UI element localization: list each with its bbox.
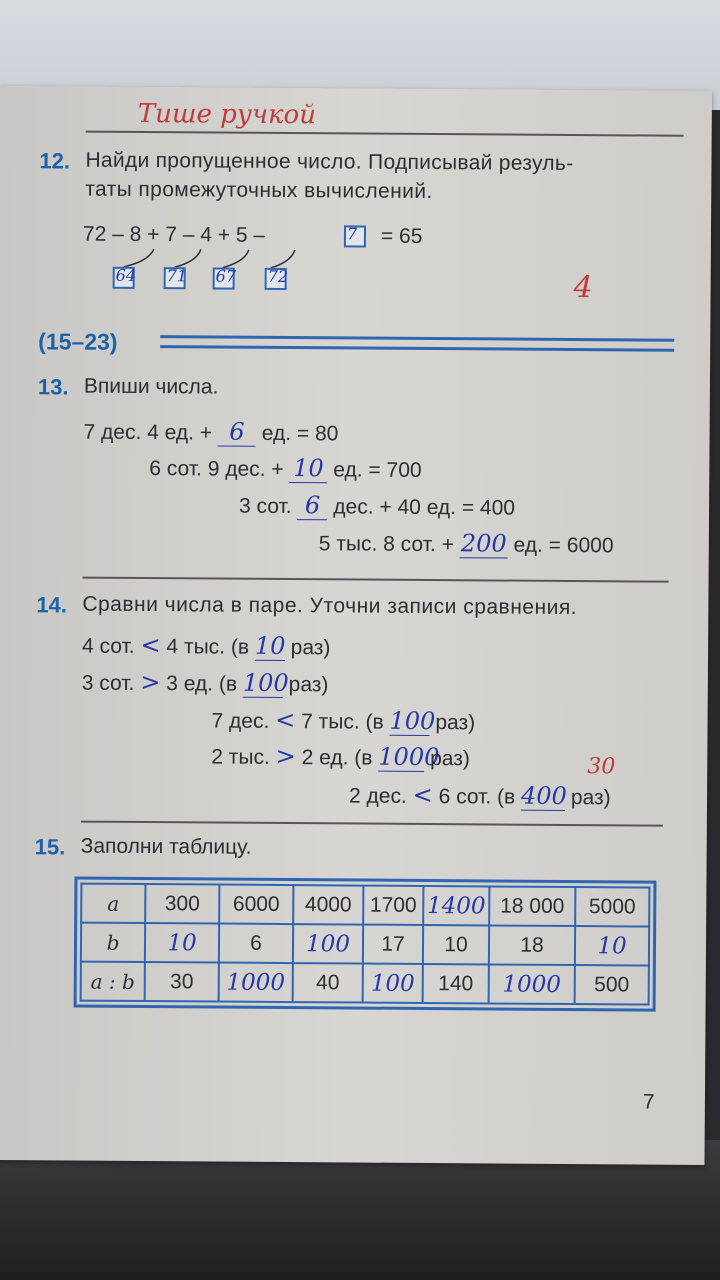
ex13-divider [83,577,669,583]
ex14-row-1-c: раз) [290,636,331,660]
ex15-title: Заполни таблицу. [80,834,252,859]
ex14-row-5-sign[interactable]: < [412,780,433,810]
section-rule-bottom [160,345,674,352]
ex12-step-2: 71 [166,266,188,286]
page-number: 7 [642,1090,655,1114]
ex14-title: Сравни числа в паре. Уточни записи сравнения. [82,592,578,620]
table-cell-answer[interactable]: 10 [145,923,219,963]
table-row [81,923,649,966]
ex12-answer: 7 [346,224,358,244]
ex14-row-1-b: 4 тыс. (в [166,635,250,659]
ex14-row-1-answer[interactable]: 10 [254,631,286,661]
ex14-row-2-answer[interactable]: 100 [242,668,289,698]
ex12-step-3: 67 [215,266,237,286]
table-cell: 40 [293,963,363,1002]
table-cell-answer[interactable]: 1000 [489,964,575,1004]
table-cell: 500 [575,965,649,1005]
ex14-row-2 [82,668,329,699]
table-cell: 10 [423,925,489,964]
ex14-row-3-a: 7 дес. [211,709,270,733]
ex13-row-2-answer[interactable]: 10 [289,454,327,483]
table-cell: 18 000 [489,886,575,926]
ex12-step-box-4[interactable] [265,268,287,290]
header-rule [86,131,684,137]
ex14-row-5-c: раз) [570,786,611,810]
row-a-label: a [81,884,145,923]
ex12-grade: 4 [573,270,593,306]
section-rule-top [160,335,674,342]
ex13-row-2-right: ед. = 700 [333,458,422,482]
ex14-row-4-b: 2 ед. (в [301,746,373,770]
ex12-expression-left: 72 – 8 + 7 – 4 + 5 – [82,222,266,247]
ex14-row-2-c: раз) [288,673,329,697]
ex13-row-3-right: дес. + 40 ед. = 400 [333,495,516,520]
ex13-row-2-left: 6 сот. 9 дес. + [149,457,284,481]
workbook-page [0,86,712,1165]
ex14-divider [81,821,663,827]
table-cell: 4000 [293,885,363,924]
ex13-row-4-right: ед. = 6000 [513,533,614,558]
ex12-text-line1: Найди пропущенное число. Подписывай резуль- [85,148,574,176]
table-cell: 6 [219,924,293,964]
ex14-row-3-answer[interactable]: 100 [389,706,436,736]
ex14-row-4 [211,741,470,772]
table-cell: 18 [489,925,575,965]
ex14-row-5-b: 6 сот. (в [438,785,516,809]
ex12-step-1: 64 [115,265,137,285]
table-cell: 6000 [219,885,293,925]
ex14-row-2-b: 3 ед. (в [166,672,238,696]
ex13-row-3-answer[interactable]: 6 [297,491,327,520]
table-cell: 1700 [363,886,423,925]
ex13-row-4 [319,528,614,559]
ex13-row-2 [149,453,421,484]
table-cell-answer[interactable]: 100 [363,964,423,1003]
row-ab-label: a : b [81,962,145,1001]
table-cell: 17 [363,925,423,964]
ex13-row-4-left: 5 тыс. 8 сот. + [318,532,454,557]
ex13-row-1-right: ед. = 80 [261,421,339,446]
ex15-number: 15. [34,834,66,860]
ex13-row-1-left: 7 дес. 4 ед. + [83,420,213,445]
ex13-row-4-answer[interactable]: 200 [460,529,507,558]
row-b-label: b [81,923,145,962]
table-cell: 300 [145,884,219,924]
ex12-number: 12. [39,148,71,174]
table-cell: 30 [145,962,219,1002]
ex14-row-5 [349,780,611,811]
table-cell-answer[interactable]: 10 [575,926,649,966]
section-range: (15–23) [38,328,118,355]
ex14-row-3-b: 7 тыс. (в [301,710,384,734]
ex12-step-box-2[interactable] [164,267,186,289]
table-cell: 140 [423,964,489,1003]
ex12-answer-box[interactable] [344,225,366,247]
ex14-row-4-c: раз) [430,747,471,771]
ex14-row-5-a: 2 дес. [348,784,407,808]
table-cell: 5000 [575,887,649,927]
ex14-row-4-sign[interactable]: > [275,741,296,771]
ex13-row-3-left: 3 сот. [238,494,292,519]
table-cell-answer[interactable]: 1000 [219,963,293,1003]
table-row [81,962,649,1005]
ex14-row-4-a: 2 тыс. [211,745,270,769]
table-cell-answer[interactable]: 100 [293,924,363,963]
table-cell-answer[interactable]: 1400 [423,886,489,925]
ex15-table-frame [74,877,657,1012]
ex14-number: 14. [36,592,68,618]
ex14-row-2-a: 3 сот. [81,671,135,695]
ex14-row-1-a: 4 сот. [82,634,135,658]
ex14-row-5-answer[interactable]: 400 [520,781,567,810]
ex14-row-3-sign[interactable]: < [275,705,296,735]
ex14-row-1-sign[interactable]: < [140,630,161,660]
ex15-table [80,883,651,1006]
ex14-correction: 30 [587,754,616,780]
ex12-expression-right: = 65 [380,224,423,248]
ex12-step-box-3[interactable] [213,267,235,289]
header-note: Тише ручкой [137,98,317,131]
ex14-row-2-sign[interactable]: > [140,667,161,697]
ex13-row-1-answer[interactable]: 6 [218,418,256,447]
table-row [81,884,649,927]
ex12-step-box-1[interactable] [113,267,135,289]
ex13-number: 13. [37,374,69,400]
ex13-row-3 [239,491,515,522]
ex14-row-3 [211,705,475,736]
ex12-step-4: 72 [267,266,289,287]
ex13-title: Впиши числа. [83,374,219,399]
ex14-row-4-answer[interactable]: 1000 [378,742,440,772]
ex14-row-3-c: раз) [435,711,476,735]
ex13-row-1 [83,417,338,448]
ex14-row-1 [82,631,331,662]
ex12-text-line2: таты промежуточных вычислений. [85,177,433,204]
